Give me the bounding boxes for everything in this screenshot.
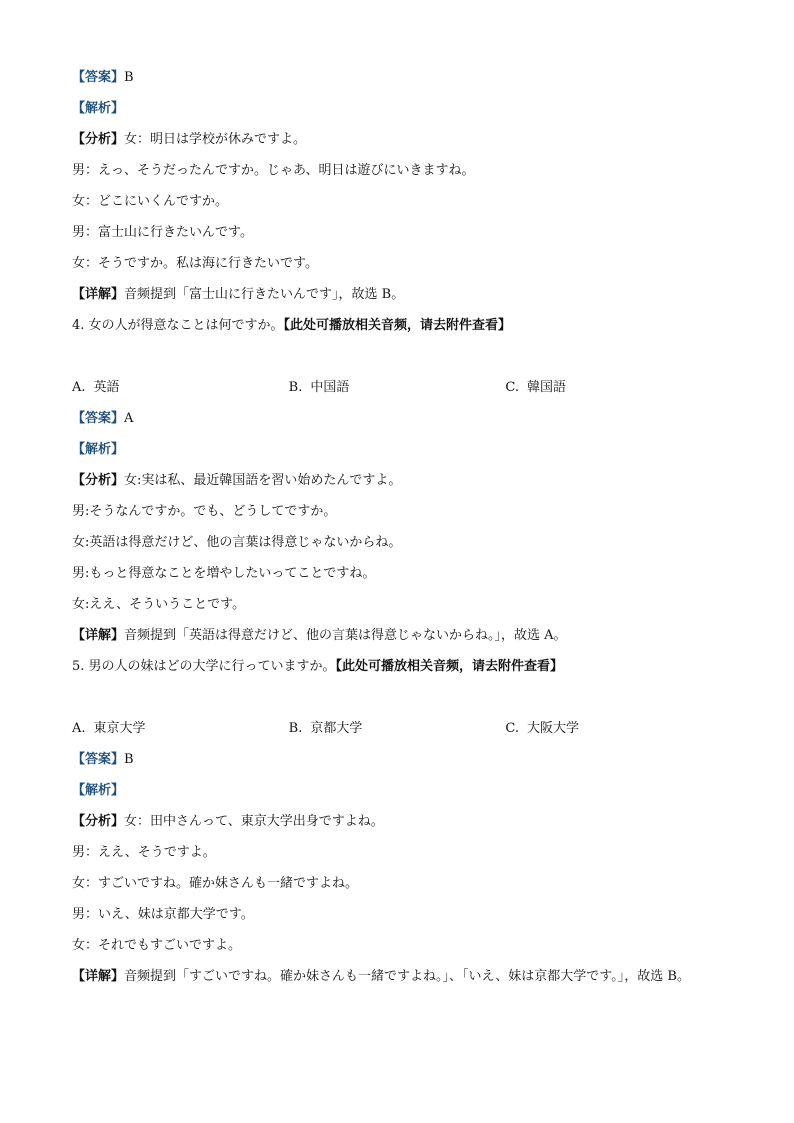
analysis-tag: 【解析】	[72, 783, 125, 798]
analysis-line	[72, 434, 722, 465]
dialogue-line: 女：それでもすごいですよ。	[72, 938, 242, 953]
dialogue-text: 女:実は私、最近韓国語を習い始めたんですよ。	[124, 473, 402, 488]
question-5	[72, 651, 722, 682]
option-c: C. 韓国語	[505, 380, 566, 395]
xiangjie-line	[72, 961, 722, 992]
answer-tag: 【答案】	[72, 70, 125, 85]
fenxi-tag: 【分析】	[72, 473, 125, 488]
answer-value: B	[124, 752, 134, 767]
dialogue-text: 女：明日は学校が休みですよ。	[124, 132, 307, 147]
xiangjie-text: 音频提到「英語は得意だけど、他の言葉は得意じゃないからね。」，故选 A。	[124, 628, 567, 643]
xiangjie-text: 音频提到「すごいですね。確か妹さんも一緒ですよね。」、「いえ、妹は京都大学です。」，故选 B。	[124, 969, 690, 984]
question-4-options	[72, 372, 722, 403]
option-b: B. 京都大学	[288, 721, 363, 736]
answer-tag: 【答案】	[72, 411, 125, 426]
xiangjie-line	[72, 279, 722, 310]
option-a: A. 東京大学	[72, 721, 146, 736]
dialogue-line: 男：いえ、妹は京都大学です。	[72, 907, 254, 922]
answer-line	[72, 744, 722, 775]
analysis-tag: 【解析】	[72, 442, 125, 457]
dialogue-line: 女：どこにいくんですか。	[72, 194, 229, 209]
dialogue-line: 女：すごいですね。確か妹さんも一緒ですよね。	[72, 876, 359, 891]
dialogue-line: 女:ええ、そういうことです。	[72, 597, 246, 612]
option-b: B. 中国語	[288, 380, 350, 395]
dialogue-line: 女：そうですか。私は海に行きたいです。	[72, 256, 318, 271]
spacer	[72, 341, 722, 372]
analysis-line	[72, 775, 722, 806]
xiangjie-line	[72, 620, 722, 651]
option-a: A. 英語	[72, 380, 120, 395]
option-c: C. 大阪大学	[505, 721, 579, 736]
dialogue-line: 男：えっ、そうだったんですか。じゃあ、明日は遊びにいきますね。	[72, 163, 475, 178]
dialogue-line: 男：ええ、そうですよ。	[72, 845, 216, 860]
audio-note: 【此处可播放相关音频，请去附件查看】	[335, 659, 564, 674]
dialogue-line: 男：富士山に行きたいんです。	[72, 225, 253, 240]
answer-value: A	[124, 411, 134, 426]
spacer	[72, 682, 722, 713]
dialogue-line	[72, 124, 722, 155]
answer-line	[72, 62, 722, 93]
dialogue-line: 男:もっと得意なことを増やしたいってことですね。	[72, 566, 376, 581]
audio-note: 【此处可播放相关音频，请去附件查看】	[283, 318, 512, 333]
question-4-text: 4. 女の人が得意なことは何ですか。	[72, 318, 284, 333]
dialogue-line: 女:英語は得意だけど、他の言葉は得意じゃないからね。	[72, 535, 402, 550]
fenxi-tag: 【分析】	[72, 814, 125, 829]
fenxi-tag: 【分析】	[72, 132, 125, 147]
answer-value: B	[124, 70, 134, 85]
dialogue-line	[72, 465, 722, 496]
dialogue-line: 男:そうなんですか。でも、どうしてですか。	[72, 504, 337, 519]
xiangjie-tag: 【详解】	[72, 287, 125, 302]
question-5-options	[72, 713, 722, 744]
question-5-text: 5. 男の人の妹はどの大学に行っていますか。	[72, 659, 336, 674]
xiangjie-text: 音频提到「富士山に行きたいんです」，故选 B。	[124, 287, 405, 302]
analysis-line	[72, 93, 722, 124]
dialogue-text: 女：田中さんって、東京大学出身ですよね。	[124, 814, 384, 829]
analysis-tag: 【解析】	[72, 101, 125, 116]
question-4	[72, 310, 722, 341]
dialogue-line	[72, 806, 722, 837]
xiangjie-tag: 【详解】	[72, 628, 125, 643]
answer-tag: 【答案】	[72, 752, 125, 767]
document-page	[72, 62, 722, 992]
answer-line	[72, 403, 722, 434]
xiangjie-tag: 【详解】	[72, 969, 125, 984]
